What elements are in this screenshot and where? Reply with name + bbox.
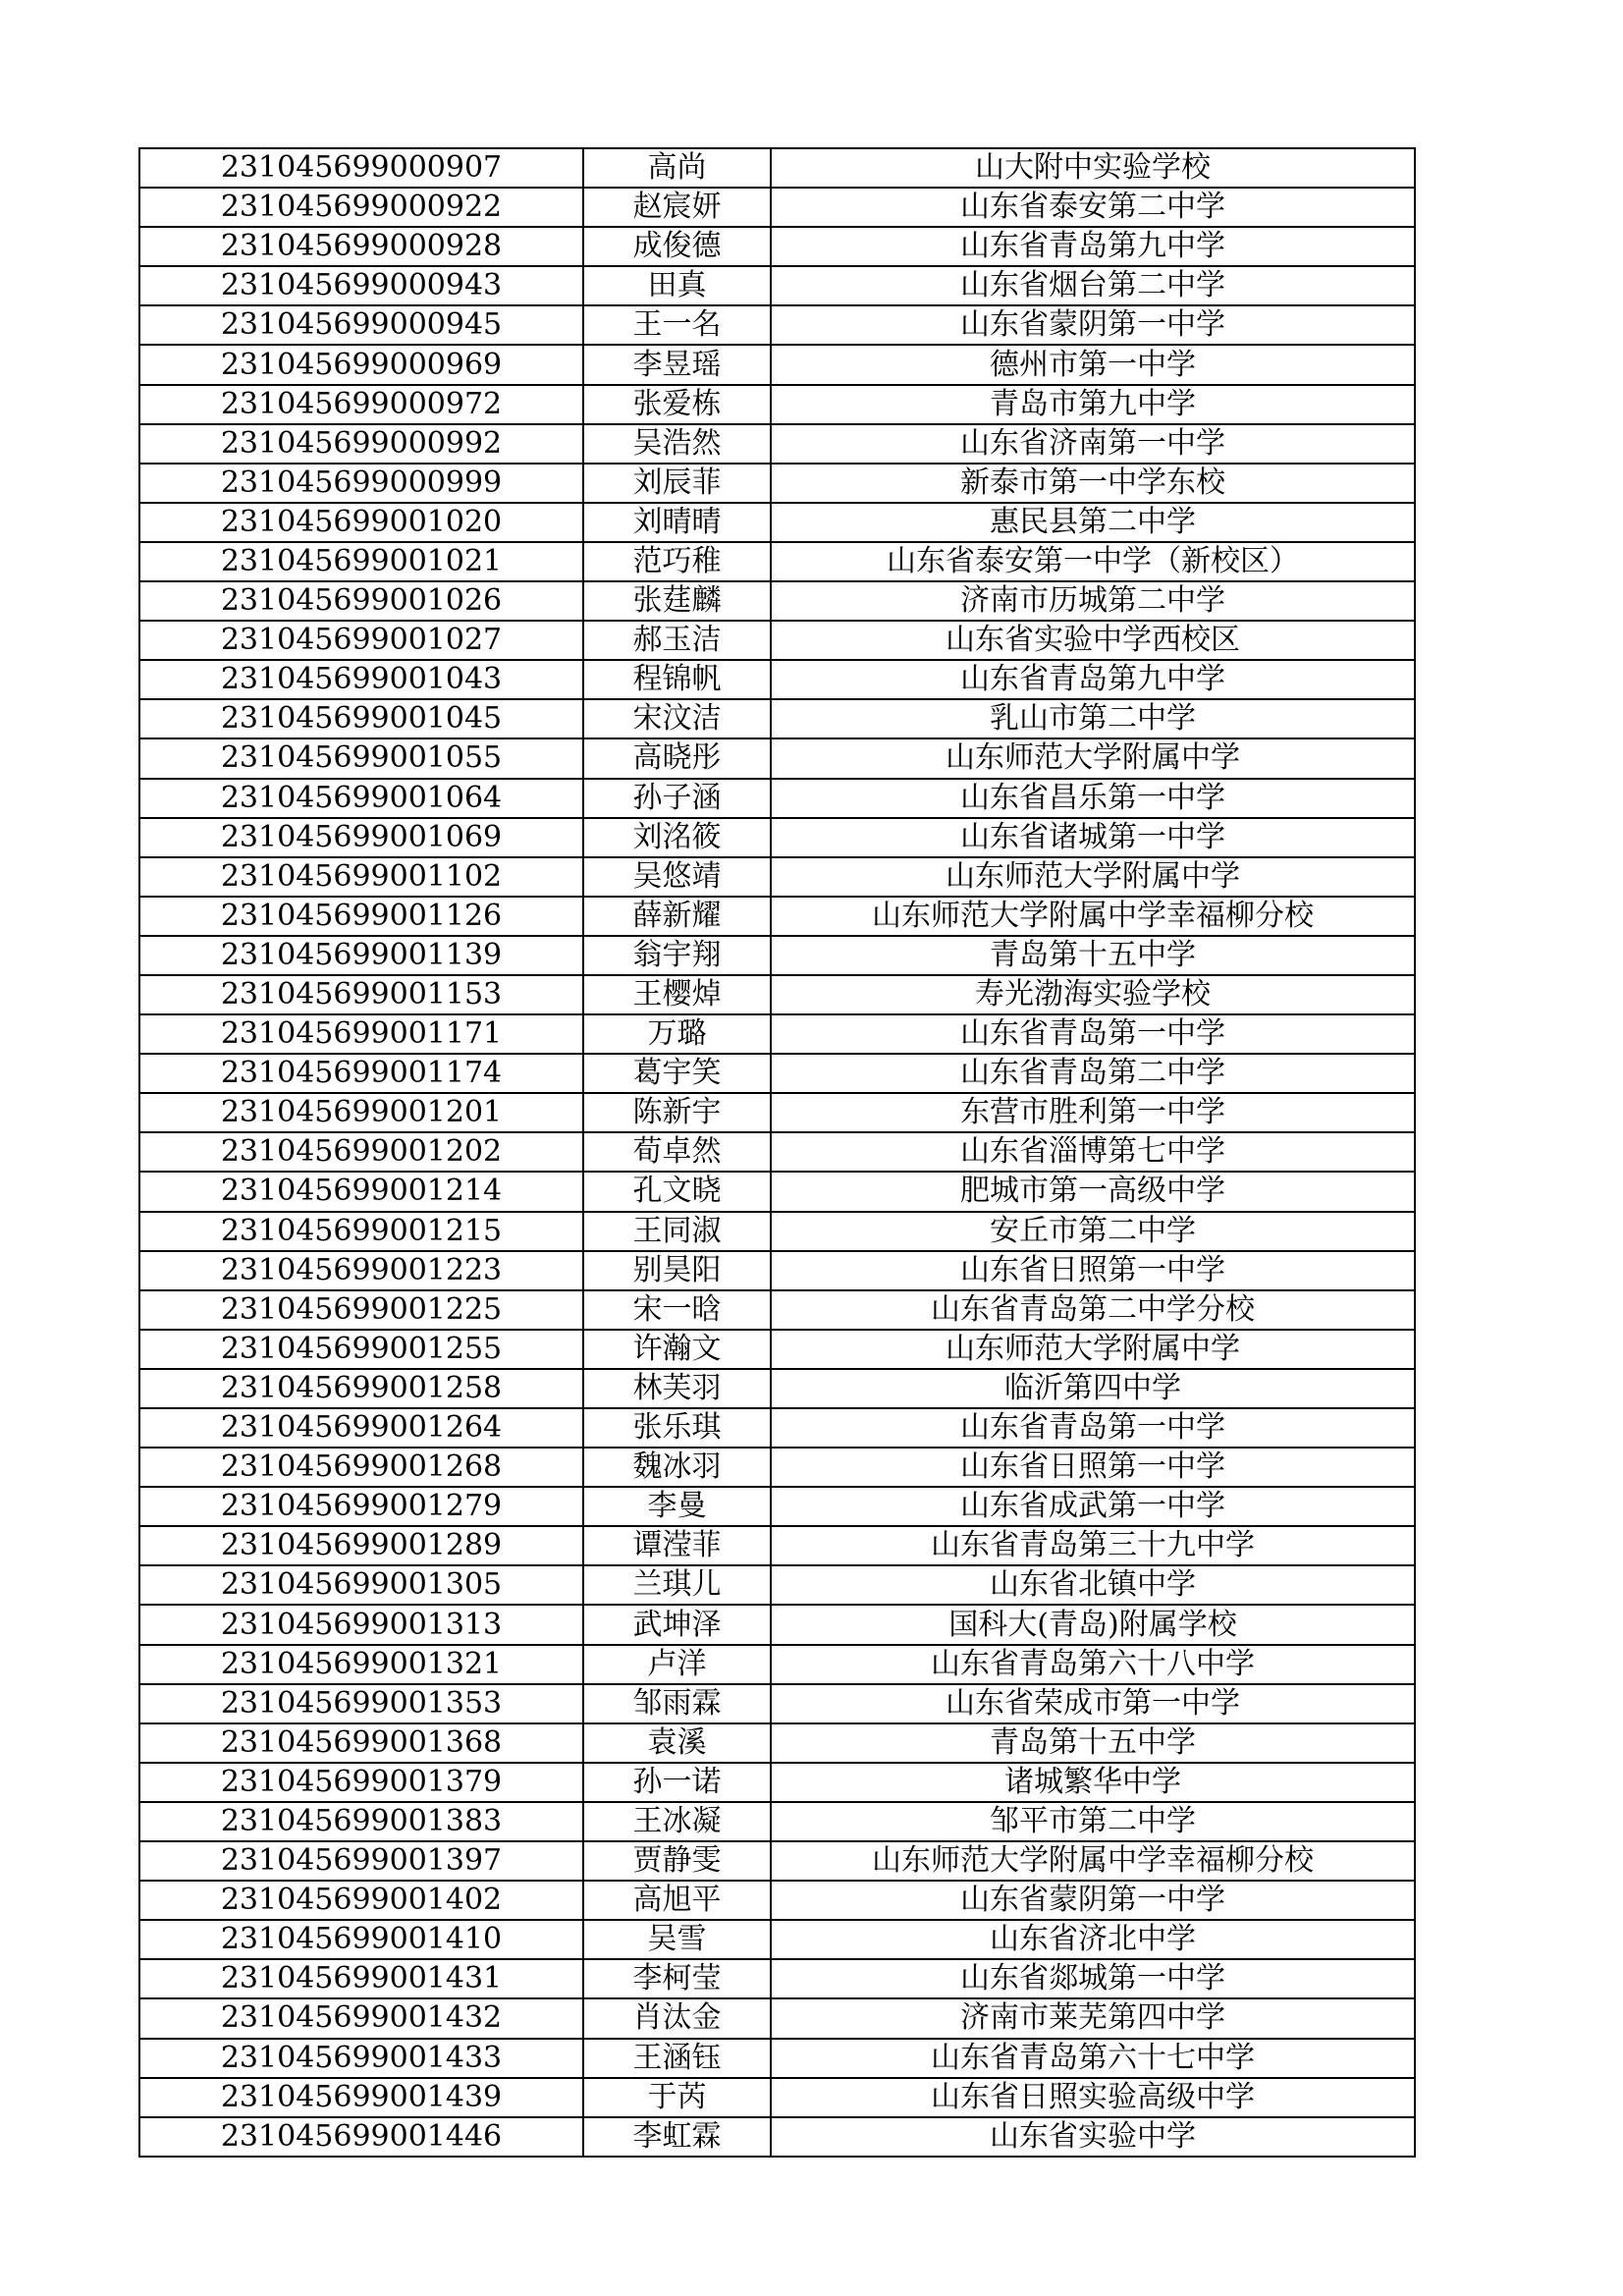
exam-id-cell: 231045699000907 [139,148,583,188]
student-name-cell: 王同淑 [583,1212,771,1251]
school-name-cell: 山东师范大学附属中学幸福柳分校 [771,897,1415,936]
school-name-cell: 山东省济南第一中学 [771,424,1415,464]
school-name-cell: 山东省成武第一中学 [771,1487,1415,1526]
school-name-cell: 惠民县第二中学 [771,503,1415,542]
student-name-cell: 王冰凝 [583,1802,771,1841]
exam-id-cell: 231045699001027 [139,621,583,660]
exam-id-cell: 231045699001268 [139,1448,583,1487]
student-name-cell: 高旭平 [583,1881,771,1920]
student-name-cell: 袁溪 [583,1723,771,1763]
exam-id-cell: 231045699001410 [139,1920,583,1959]
table-row [139,581,1415,621]
exam-id-cell: 231045699000972 [139,385,583,424]
table-row [139,699,1415,738]
roster-table-body [139,148,1415,2157]
student-name-cell: 宋汶洁 [583,699,771,738]
exam-id-cell: 231045699000943 [139,266,583,305]
student-name-cell: 荀卓然 [583,1132,771,1172]
exam-id-cell: 231045699001368 [139,1723,583,1763]
school-name-cell: 东营市胜利第一中学 [771,1093,1415,1132]
school-name-cell: 山东师范大学附属中学 [771,1330,1415,1369]
table-row [139,818,1415,857]
table-row [139,660,1415,699]
table-row [139,1212,1415,1251]
exam-id-cell: 231045699001431 [139,1959,583,1998]
exam-id-cell: 231045699000928 [139,227,583,266]
exam-id-cell: 231045699001223 [139,1251,583,1290]
school-name-cell: 山东省泰安第二中学 [771,188,1415,227]
exam-id-cell: 231045699001289 [139,1526,583,1565]
table-row [139,1565,1415,1605]
exam-id-cell: 231045699001021 [139,542,583,581]
table-row [139,1408,1415,1448]
table-row [139,1723,1415,1763]
school-name-cell: 济南市莱芜第四中学 [771,1998,1415,2038]
table-row [139,1448,1415,1487]
school-name-cell: 山东省郯城第一中学 [771,1959,1415,1998]
table-row [139,266,1415,305]
student-name-cell: 吴雪 [583,1920,771,1959]
student-name-cell: 高尚 [583,148,771,188]
table-row [139,1841,1415,1881]
school-name-cell: 山东省日照第一中学 [771,1448,1415,1487]
exam-id-cell: 231045699001433 [139,2039,583,2078]
table-row [139,1920,1415,1959]
student-name-cell: 王樱焯 [583,975,771,1014]
table-row [139,1369,1415,1408]
table-row [139,1172,1415,1211]
table-row [139,227,1415,266]
school-name-cell: 山东省青岛第九中学 [771,660,1415,699]
table-row [139,1487,1415,1526]
student-name-cell: 贾静雯 [583,1841,771,1881]
table-row [139,621,1415,660]
exam-id-cell: 231045699001069 [139,818,583,857]
exam-id-cell: 231045699001215 [139,1212,583,1251]
table-row [139,1802,1415,1841]
school-name-cell: 山东省日照第一中学 [771,1251,1415,1290]
school-name-cell: 山东省实验中学西校区 [771,621,1415,660]
student-name-cell: 刘晴晴 [583,503,771,542]
school-name-cell: 山东省青岛第一中学 [771,1408,1415,1448]
student-name-cell: 林芙羽 [583,1369,771,1408]
school-name-cell: 青岛第十五中学 [771,936,1415,975]
roster-table [138,147,1416,2158]
student-name-cell: 万璐 [583,1014,771,1054]
table-row [139,1645,1415,1684]
exam-id-cell: 231045699001225 [139,1290,583,1330]
school-name-cell: 山东省实验中学 [771,2117,1415,2157]
table-row [139,1251,1415,1290]
exam-id-cell: 231045699000992 [139,424,583,464]
school-name-cell: 山东师范大学附属中学幸福柳分校 [771,1841,1415,1881]
table-row [139,1881,1415,1920]
school-name-cell: 国科大(青岛)附属学校 [771,1605,1415,1644]
table-row [139,1998,1415,2038]
table-row [139,345,1415,384]
student-name-cell: 宋一晗 [583,1290,771,1330]
school-name-cell: 安丘市第二中学 [771,1212,1415,1251]
school-name-cell: 山东省青岛第二中学分校 [771,1290,1415,1330]
exam-id-cell: 231045699001439 [139,2078,583,2117]
exam-id-cell: 231045699000999 [139,464,583,503]
table-row [139,779,1415,818]
student-name-cell: 张莛麟 [583,581,771,621]
student-name-cell: 翁宇翔 [583,936,771,975]
exam-id-cell: 231045699000945 [139,305,583,345]
student-name-cell: 谭滢菲 [583,1526,771,1565]
table-row [139,1763,1415,1802]
table-row [139,1526,1415,1565]
student-name-cell: 刘辰菲 [583,464,771,503]
exam-id-cell: 231045699001174 [139,1054,583,1093]
school-name-cell: 山东省北镇中学 [771,1565,1415,1605]
table-row [139,424,1415,464]
table-row [139,305,1415,345]
exam-id-cell: 231045699001432 [139,1998,583,2038]
exam-id-cell: 231045699001258 [139,1369,583,1408]
table-row [139,503,1415,542]
school-name-cell: 德州市第一中学 [771,345,1415,384]
student-name-cell: 张乐琪 [583,1408,771,1448]
exam-id-cell: 231045699001171 [139,1014,583,1054]
exam-id-cell: 231045699001043 [139,660,583,699]
student-name-cell: 张爱栋 [583,385,771,424]
exam-id-cell: 231045699001402 [139,1881,583,1920]
student-name-cell: 郝玉洁 [583,621,771,660]
school-name-cell: 山东省淄博第七中学 [771,1132,1415,1172]
exam-id-cell: 231045699001139 [139,936,583,975]
student-name-cell: 赵宸妍 [583,188,771,227]
exam-id-cell: 231045699001313 [139,1605,583,1644]
school-name-cell: 山东省济北中学 [771,1920,1415,1959]
student-name-cell: 邹雨霖 [583,1684,771,1723]
school-name-cell: 山大附中实验学校 [771,148,1415,188]
student-name-cell: 刘洺筱 [583,818,771,857]
table-row [139,975,1415,1014]
student-name-cell: 武坤泽 [583,1605,771,1644]
table-row [139,188,1415,227]
student-name-cell: 兰琪儿 [583,1565,771,1605]
student-name-cell: 李柯莹 [583,1959,771,1998]
exam-id-cell: 231045699001153 [139,975,583,1014]
school-name-cell: 山东省青岛第六十八中学 [771,1645,1415,1684]
student-name-cell: 李虹霖 [583,2117,771,2157]
table-row [139,1014,1415,1054]
school-name-cell: 山东省蒙阴第一中学 [771,1881,1415,1920]
student-name-cell: 李曼 [583,1487,771,1526]
exam-id-cell: 231045699001045 [139,699,583,738]
student-name-cell: 于芮 [583,2078,771,2117]
school-name-cell: 邹平市第二中学 [771,1802,1415,1841]
table-row [139,1959,1415,1998]
exam-id-cell: 231045699001214 [139,1172,583,1211]
student-name-cell: 魏冰羽 [583,1448,771,1487]
school-name-cell: 青岛第十五中学 [771,1723,1415,1763]
exam-id-cell: 231045699001064 [139,779,583,818]
school-name-cell: 山东省烟台第二中学 [771,266,1415,305]
student-name-cell: 肖汰金 [583,1998,771,2038]
student-name-cell: 程锦帆 [583,660,771,699]
school-name-cell: 山东省泰安第一中学（新校区） [771,542,1415,581]
school-name-cell: 诸城繁华中学 [771,1763,1415,1802]
school-name-cell: 乳山市第二中学 [771,699,1415,738]
table-row [139,1684,1415,1723]
exam-id-cell: 231045699001279 [139,1487,583,1526]
school-name-cell: 山东省青岛第一中学 [771,1014,1415,1054]
table-row [139,738,1415,778]
table-row [139,148,1415,188]
exam-id-cell: 231045699001353 [139,1684,583,1723]
table-row [139,464,1415,503]
school-name-cell: 济南市历城第二中学 [771,581,1415,621]
school-name-cell: 山东省荣成市第一中学 [771,1684,1415,1723]
school-name-cell: 山东省青岛第六十七中学 [771,2039,1415,2078]
school-name-cell: 山东省青岛第二中学 [771,1054,1415,1093]
exam-id-cell: 231045699001446 [139,2117,583,2157]
exam-id-cell: 231045699001126 [139,897,583,936]
student-name-cell: 王涵钰 [583,2039,771,2078]
exam-id-cell: 231045699001026 [139,581,583,621]
table-row [139,1132,1415,1172]
exam-id-cell: 231045699001055 [139,738,583,778]
table-row [139,2078,1415,2117]
exam-id-cell: 231045699001102 [139,857,583,897]
school-name-cell: 山东师范大学附属中学 [771,857,1415,897]
table-row [139,542,1415,581]
school-name-cell: 山东师范大学附属中学 [771,738,1415,778]
school-name-cell: 山东省日照实验高级中学 [771,2078,1415,2117]
exam-id-cell: 231045699001255 [139,1330,583,1369]
school-name-cell: 山东省青岛第九中学 [771,227,1415,266]
student-name-cell: 王一名 [583,305,771,345]
table-row [139,1290,1415,1330]
exam-id-cell: 231045699001321 [139,1645,583,1684]
student-name-cell: 孙一诺 [583,1763,771,1802]
student-name-cell: 许瀚文 [583,1330,771,1369]
table-row [139,1330,1415,1369]
exam-id-cell: 231045699001383 [139,1802,583,1841]
exam-id-cell: 231045699000922 [139,188,583,227]
table-row [139,936,1415,975]
exam-id-cell: 231045699001201 [139,1093,583,1132]
table-row [139,1605,1415,1644]
school-name-cell: 山东省诸城第一中学 [771,818,1415,857]
student-name-cell: 成俊德 [583,227,771,266]
exam-id-cell: 231045699001264 [139,1408,583,1448]
student-name-cell: 别昊阳 [583,1251,771,1290]
exam-id-cell: 231045699001397 [139,1841,583,1881]
exam-id-cell: 231045699000969 [139,345,583,384]
school-name-cell: 新泰市第一中学东校 [771,464,1415,503]
student-name-cell: 孙子涵 [583,779,771,818]
exam-id-cell: 231045699001020 [139,503,583,542]
exam-id-cell: 231045699001202 [139,1132,583,1172]
student-name-cell: 薛新耀 [583,897,771,936]
student-name-cell: 葛宇笑 [583,1054,771,1093]
student-name-cell: 李昱瑶 [583,345,771,384]
table-row [139,385,1415,424]
table-row [139,2039,1415,2078]
table-row [139,2117,1415,2157]
student-name-cell: 范巧稚 [583,542,771,581]
student-name-cell: 卢洋 [583,1645,771,1684]
table-row [139,857,1415,897]
student-name-cell: 高晓彤 [583,738,771,778]
table-row [139,1054,1415,1093]
exam-id-cell: 231045699001379 [139,1763,583,1802]
school-name-cell: 山东省青岛第三十九中学 [771,1526,1415,1565]
student-name-cell: 孔文晓 [583,1172,771,1211]
school-name-cell: 山东省蒙阴第一中学 [771,305,1415,345]
table-row [139,897,1415,936]
student-name-cell: 吴浩然 [583,424,771,464]
student-name-cell: 田真 [583,266,771,305]
school-name-cell: 寿光渤海实验学校 [771,975,1415,1014]
school-name-cell: 肥城市第一高级中学 [771,1172,1415,1211]
school-name-cell: 临沂第四中学 [771,1369,1415,1408]
table-row [139,1093,1415,1132]
school-name-cell: 青岛市第九中学 [771,385,1415,424]
school-name-cell: 山东省昌乐第一中学 [771,779,1415,818]
student-name-cell: 吴悠靖 [583,857,771,897]
exam-id-cell: 231045699001305 [139,1565,583,1605]
student-name-cell: 陈新宇 [583,1093,771,1132]
